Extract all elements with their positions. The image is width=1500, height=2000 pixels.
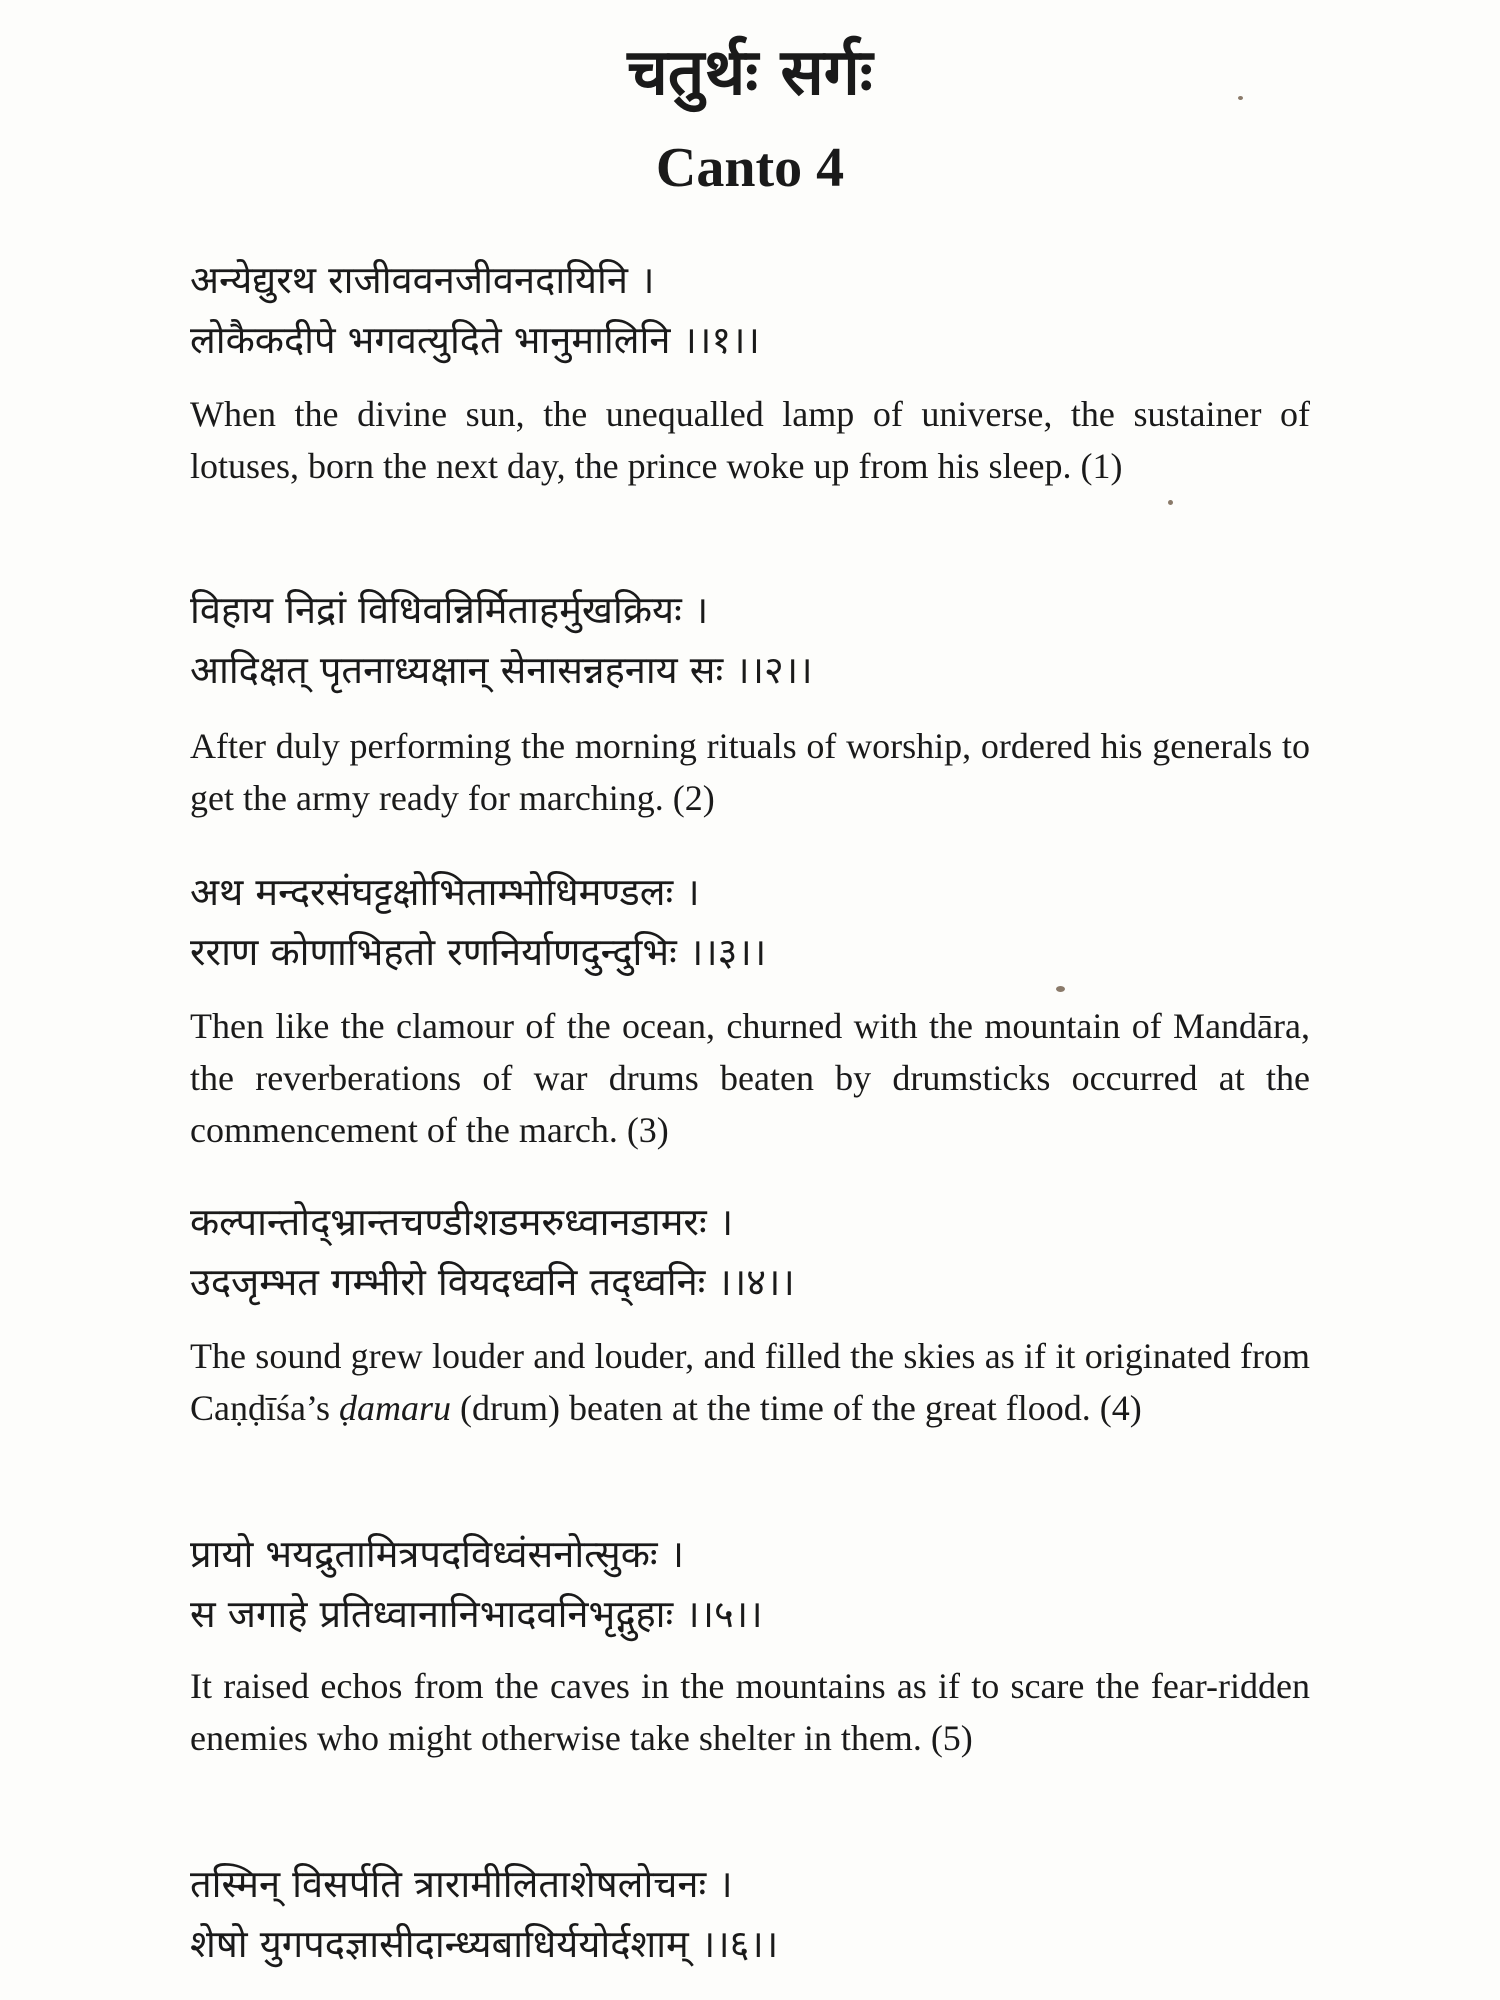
verse-6-sanskrit (190, 1854, 1310, 1974)
verse-line: रराण कोणाभिहतो रणनिर्याणदुन्दुभिः ।।३।। (190, 930, 767, 974)
canto-title-english: Canto 4 (655, 137, 845, 199)
scan-speck (1168, 500, 1173, 505)
verse-line: उदजृम्भत गम्भीरो वियदध्वनि तद्ध्वनिः ।।४।। (190, 1260, 795, 1304)
verse-line: शेषो युगपदज्ञासीदान्ध्यबाधिर्ययोर्दशाम् ।।६।। (190, 1922, 779, 1966)
scan-speck (1056, 986, 1065, 992)
canto-title-sanskrit: चतुर्थः सर्गः (627, 35, 873, 110)
verse-5-sanskrit (190, 1524, 1310, 1644)
verse-line: तस्मिन् विसर्पति त्रारामीलिताशेषलोचनः । (190, 1862, 733, 1906)
scan-speck (1238, 96, 1243, 100)
verse-1-translation: When the divine sun, the unequalled lamp of universe, the sustainer of lotuses, born the next day, the prince woke up from his sleep. (1) (190, 394, 1310, 486)
verse-1-sanskrit (190, 250, 1310, 370)
verse-line: अथ मन्दरसंघट्टक्षोभिताम्भोधिमण्डलः । (190, 870, 700, 914)
verse-3-translation: Then like the clamour of the ocean, churned with the mountain of Mandāra, the reverberations of war drums beaten by drumsticks occurred at the commencement of the march. (3) (190, 1006, 1310, 1150)
verse-line: आदिक्षत् पृतनाध्यक्षान् सेनासन्नहनाय सः ।।२।। (190, 648, 813, 692)
translation-text: The sound grew louder and louder, and filled the skies as if it originated from Caṇḍīśa’s (190, 1336, 1310, 1428)
verse-line: लोकैकदीपे भगवत्युदिते भानुमालिनि ।।१।। (190, 318, 760, 362)
verse-2-sanskrit (190, 580, 1310, 700)
translation-text: (drum) beaten at the time of the great flood. (4) (451, 1388, 1142, 1428)
verse-line: कल्पान्तोद्भ्रान्तचण्डीशडमरुध्वानडामरः । (190, 1200, 734, 1244)
verse-line: अन्येद्युरथ राजीववनजीवनदायिनि । (190, 258, 655, 302)
verse-line: स जगाहे प्रतिध्वानानिभादवनिभृद्गुहाः ।।५।। (190, 1592, 763, 1636)
verse-4-translation (190, 1330, 1310, 1434)
verse-4-sanskrit (190, 1192, 1310, 1312)
verse-line: प्रायो भयद्रुतामित्रपदविध्वंसनोत्सुकः । (190, 1532, 685, 1576)
translation-italic-term: ḍamaru (339, 1388, 452, 1428)
verse-2-translation: After duly performing the morning rituals of worship, ordered his generals to get the army ready for marching. (2) (190, 726, 1310, 818)
verse-3-sanskrit (190, 862, 1310, 982)
verse-5-translation: It raised echos from the caves in the mountains as if to scare the fear-ridden enemies who might otherwise take shelter in them. (5) (190, 1666, 1310, 1758)
verse-line: विहाय निद्रां विधिवन्निर्मिताहर्मुखक्रियः । (190, 588, 709, 632)
